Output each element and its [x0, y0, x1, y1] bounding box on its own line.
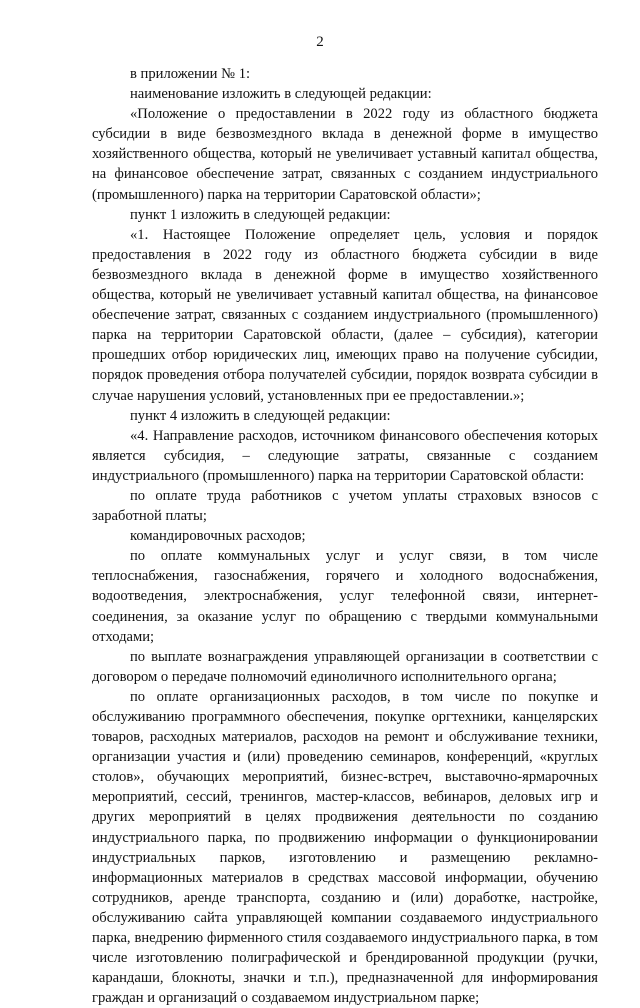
list-item-management-fee: по выплате вознаграждения управляющей организации в соответствии с договором о передаче полномочий единоличного исполнительного органа;	[92, 648, 598, 685]
paragraph-new-title: «Положение о предоставлении в 2022 году из областного бюджета субсидии в виде безвозмездного вклада в денежной форме в имущество хозяйственного общества, который не увеличивает уставный капитал общества, на финансовое обеспечение затрат, связанных с созданием индустриального (промышленного) парка на территории Саратовской области»;	[92, 106, 598, 203]
list-item-travel-costs: командировочных расходов;	[130, 528, 306, 545]
list-item-organizational-costs: по оплате организационных расходов, в том числе по покупке и обслуживанию программного обеспечения, покупке оргтехники, канцелярских товаров, расходных материалов, расходов на ремонт и обслуживание техники, организации участия и (или) проведению семинаров, конференций, «круглых столов», обучающих мероприятий, бизнес-встреч, выставочно-ярмарочных мероприятий, сессий, тренингов, мастер-классов, вебинаров, деловых игр и других мероприятий в целях продвижения деятельности по созданию индустриального парка, по продвижению информации о функционировании индустриальных парков, изготовлению и размещению рекламно-информационных материалов в средствах массовой информации, обучению сотрудников, аренде транспорта, созданию и (или) доработке, настройке, обслуживанию сайта управляющей компании создаваемого индустриального парка, внедрению фирменного стиля создаваемого индустриального парка, в том числе изготовлению полиграфической и брендированной продукции (ручки, карандаши, блокноты, значки и т.п.), предназначенной для информирования граждан и организаций о создаваемом индустриальном парке;	[92, 688, 598, 1007]
paragraph-clause1-text: «1. Настоящее Положение определяет цель, условия и порядок предоставления в 2022 году из областного бюджета субсидии в виде безвозмездного вклада в денежной форме в имущество хозяйственного общества, который не увеличивает уставный капитал общества, на финансовое обеспечение затрат, связанных с созданием индустриального (промышленного) парка на территории Саратовской области, (далее – субсидия), категории прошедших отбор юридических лиц, имеющих право на получение субсидии, порядок проведения отбора получателей субсидии, порядок возврата субсидии в случае нарушения условий, установленных при ее предоставлении.»;	[92, 226, 598, 404]
document-body	[92, 64, 598, 1008]
paragraph-clause1-intro: пункт 1 изложить в следующей редакции:	[130, 206, 391, 223]
paragraph-appendix-ref: в приложении № 1:	[130, 66, 251, 82]
paragraph-clause4-intro: пункт 4 изложить в следующей редакции:	[130, 407, 391, 424]
list-item-labor-costs: по оплате труда работников с учетом уплаты страховых взносов с заработной платы;	[92, 487, 598, 525]
list-item-utilities: по оплате коммунальных услуг и услуг связи, в том числе теплоснабжения, газоснабжения, горячего и холодного водоснабжения, водоотведения, электроснабжения, услуг телефонной связи, интернет-соединения, за оказание услуг по обращению с твердыми коммунальными отходами;	[92, 548, 598, 645]
page-number: 2	[316, 34, 324, 50]
paragraph-title-amend-intro: наименование изложить в следующей редакции:	[130, 86, 432, 103]
paragraph-clause4-text: «4. Направление расходов, источником финансового обеспечения которых является субсидия, – следующие затраты, связанные с созданием индустриального (промышленного) парка на территории Саратовской области:	[92, 427, 598, 484]
